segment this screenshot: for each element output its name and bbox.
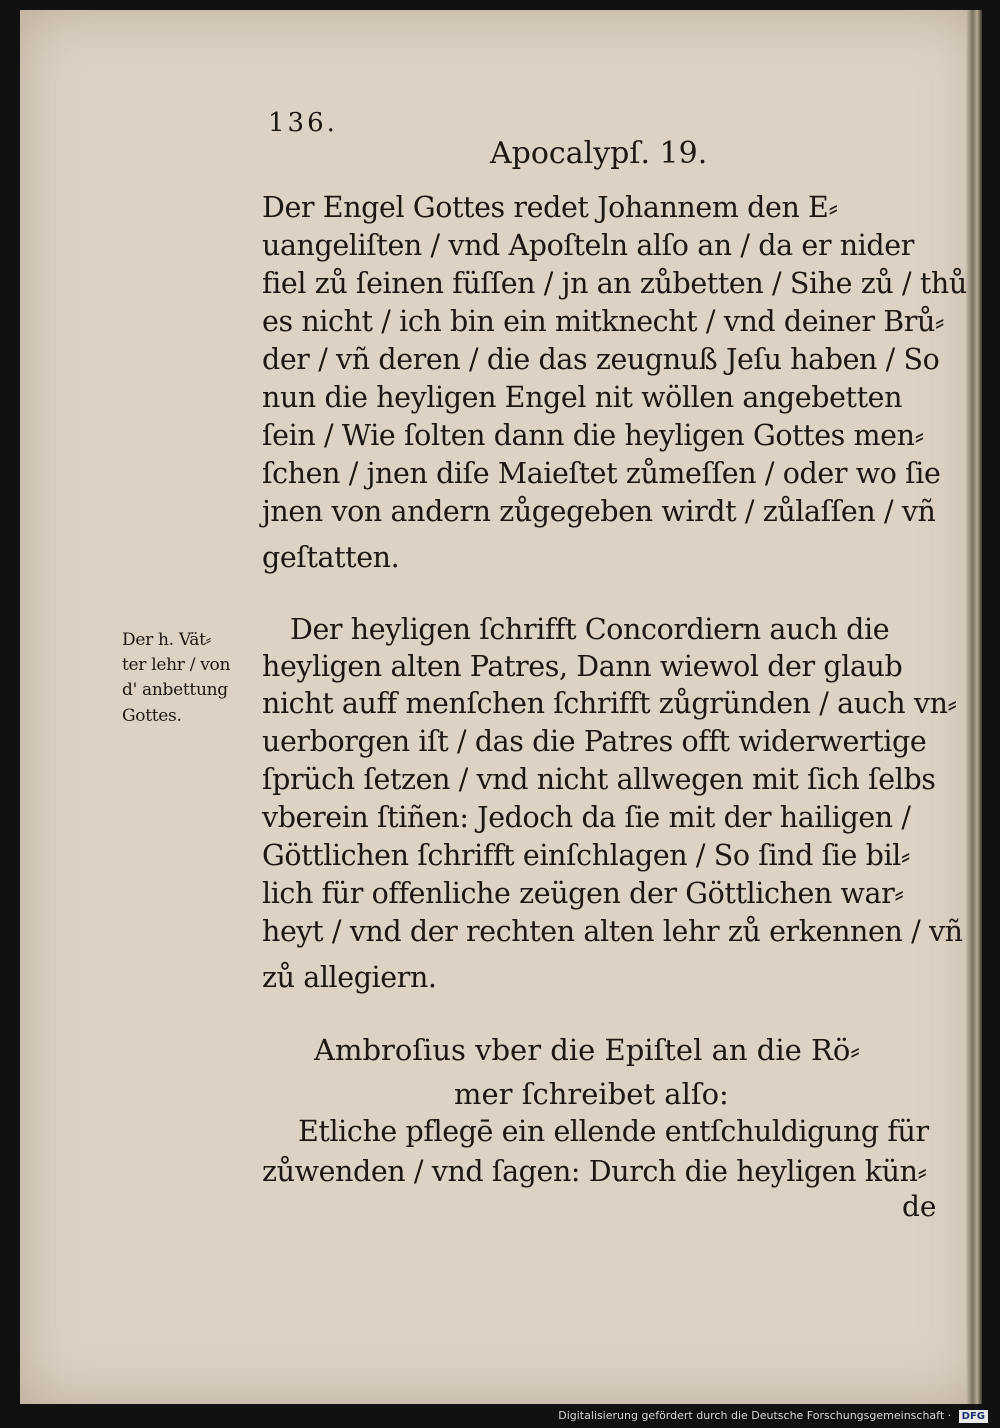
footer-bar — [0, 1404, 1000, 1428]
footer-credit: Digitalisierung gefördert durch die Deutsche Forschungsgemeinschaft · DFG — [558, 1409, 988, 1423]
text-line: vberein ſtiñen: Jedoch da ſie mit der hailigen / — [262, 801, 911, 834]
credit-text: Digitalisierung gefördert durch die Deutsche Forschungsgemeinschaft — [558, 1409, 945, 1422]
text-line: ſprüch ſetzen / vnd nicht allwegen mit ſich ſelbs — [262, 763, 936, 796]
text-line: heyt / vnd der rechten alten lehr zů erkennen / vñ — [262, 915, 963, 948]
catchword: de — [902, 1190, 937, 1223]
text-line: nun die heyligen Engel nit wöllen angebetten — [262, 381, 903, 414]
text-line: ſchen / jnen diſe Maieſtet zůmeſſen / oder wo ſie — [262, 457, 941, 490]
text-line: heyligen alten Patres, Dann wiewol der glaub — [262, 650, 903, 683]
text-line: ſein / Wie ſolten dann die heyligen Gottes men⸗ — [262, 419, 924, 452]
text-line: uerborgen iſt / das die Patres offt widerwertige — [262, 725, 927, 758]
page-edge — [966, 10, 982, 1404]
text-line: fiel zů ſeinen füſſen / jn an zůbetten / Sihe zů / thů — [262, 267, 967, 300]
margin-note-line: Der h. Vät⸗ — [122, 630, 212, 650]
text-line: lich für offenliche zeügen der Göttlichen war⸗ — [262, 877, 904, 910]
dfg-logo: DFG — [959, 1410, 988, 1423]
section-heading: mer ſchreibet alſo: — [454, 1077, 729, 1111]
text-line: Der Engel Gottes redet Johannem den E⸗ — [262, 191, 838, 224]
text-line: Etliche pflegē ein ellende entſchuldigung für — [298, 1115, 929, 1148]
text-line: es nicht / ich bin ein mitknecht / vnd deiner Brů⸗ — [262, 305, 945, 338]
text-line: zů allegiern. — [262, 961, 437, 994]
text-line: jnen von andern zůgegeben wirdt / zůlaſſen / vñ — [262, 495, 936, 528]
page-number: 136. — [268, 108, 338, 138]
text-line: zůwenden / vnd ſagen: Durch die heyligen kün⸗ — [262, 1155, 927, 1188]
text-line: der / vñ deren / die das zeugnuß Jeſu haben / So — [262, 343, 940, 376]
margin-note-line: d' anbettung — [122, 680, 228, 700]
text-line: uangeliſten / vnd Apoſteln alſo an / da er nider — [262, 229, 914, 262]
text-line: Göttlichen ſchrifft einſchlagen / So ſind ſie bil⸗ — [262, 839, 910, 872]
margin-note-line: Gottes. — [122, 706, 182, 726]
running-head: Apocalypſ. 19. — [490, 136, 708, 171]
text-line: geſtatten. — [262, 541, 400, 574]
section-heading: Ambroſius vber die Epiſtel an die Rö⸗ — [314, 1033, 860, 1067]
text-line: Der heyligen ſchrifft Concordiern auch die — [290, 613, 890, 646]
margin-note-line: ter lehr / von — [122, 655, 231, 675]
text-line: nicht auff menſchen ſchrifft zůgründen / auch vn⸗ — [262, 687, 957, 720]
